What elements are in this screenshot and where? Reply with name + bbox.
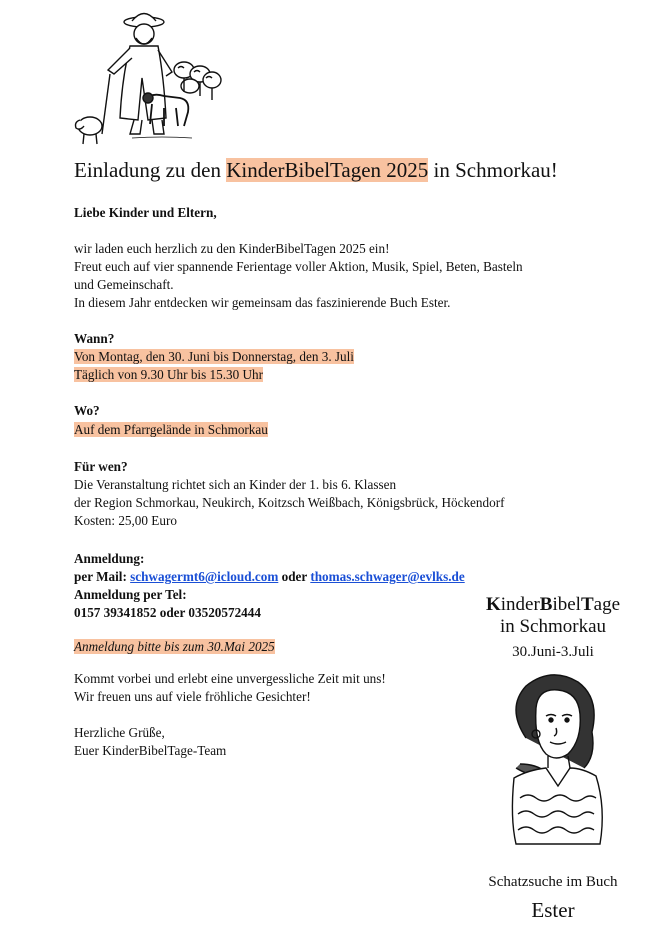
registration-heading: Anmeldung:: [74, 551, 145, 566]
page-title: [74, 158, 558, 183]
signoff-line: Herzliche Grüße,: [74, 725, 165, 740]
ester-illustration: [496, 668, 616, 848]
poster-book: Ester: [531, 898, 575, 922]
poster-caption: Schatzsuche im Buch: [488, 874, 618, 890]
registration-deadline: Anmeldung bitte bis zum 30.Mai 2025: [74, 639, 275, 654]
who-heading: Für wen?: [74, 459, 128, 474]
intro-line: In diesem Jahr entdecken wir gemeinsam das faszinierende Buch Ester.: [74, 295, 451, 310]
title-highlight: KinderBibelTagen 2025: [226, 158, 429, 182]
signoff-line: Euer KinderBibelTage-Team: [74, 743, 227, 758]
poster-title-line2: in Schmorkau: [499, 616, 607, 637]
phone-numbers: 0157 39341852 oder 03520572444: [74, 605, 261, 620]
intro-line: Freut euch auf vier spannende Ferientage voller Aktion, Musik, Spiel, Beten, Basteln: [74, 259, 523, 274]
closing-line: Kommt vorbei und erlebt eine unvergessliche Zeit mit uns!: [74, 671, 386, 686]
greeting: Liebe Kinder und Eltern,: [74, 205, 217, 220]
poster-dates: 30.Juni-3.Juli: [512, 644, 594, 660]
closing-line: Wir freuen uns auf viele fröhliche Gesichter!: [74, 689, 311, 704]
registration-mail-line: [74, 568, 465, 586]
email-link-2[interactable]: thomas.schwager@evlks.de: [310, 569, 465, 584]
when-dates: Von Montag, den 30. Juni bis Donnerstag, den 3. Juli: [74, 349, 354, 364]
poster-title-line1: KinderBibelTage: [485, 594, 621, 615]
intro-line: wir laden euch herzlich zu den KinderBibelTagen 2025 ein!: [74, 241, 390, 256]
when-heading: Wann?: [74, 331, 115, 346]
poster: [448, 592, 658, 927]
phone-label: Anmeldung per Tel:: [74, 587, 187, 602]
who-line: der Region Schmorkau, Neukirch, Koitzsch Weißbach, Königsbrück, Höckendorf: [74, 495, 505, 510]
title-suffix: in Schmorkau!: [433, 158, 558, 182]
who-line: Die Veranstaltung richtet sich an Kinder der 1. bis 6. Klassen: [74, 477, 397, 492]
when-times: Täglich von 9.30 Uhr bis 15.30 Uhr: [74, 367, 263, 382]
or-text: oder: [281, 569, 308, 584]
where-heading: Wo?: [74, 403, 100, 418]
shepherd-illustration: [72, 8, 222, 148]
where-location: Auf dem Pfarrgelände in Schmorkau: [74, 422, 268, 437]
email-link-1[interactable]: schwagermt6@icloud.com: [130, 569, 279, 584]
intro-line: und Gemeinschaft.: [74, 277, 174, 292]
cost-line: Kosten: 25,00 Euro: [74, 513, 177, 528]
mail-label: per Mail:: [74, 569, 127, 584]
title-prefix: Einladung zu den: [74, 158, 221, 182]
